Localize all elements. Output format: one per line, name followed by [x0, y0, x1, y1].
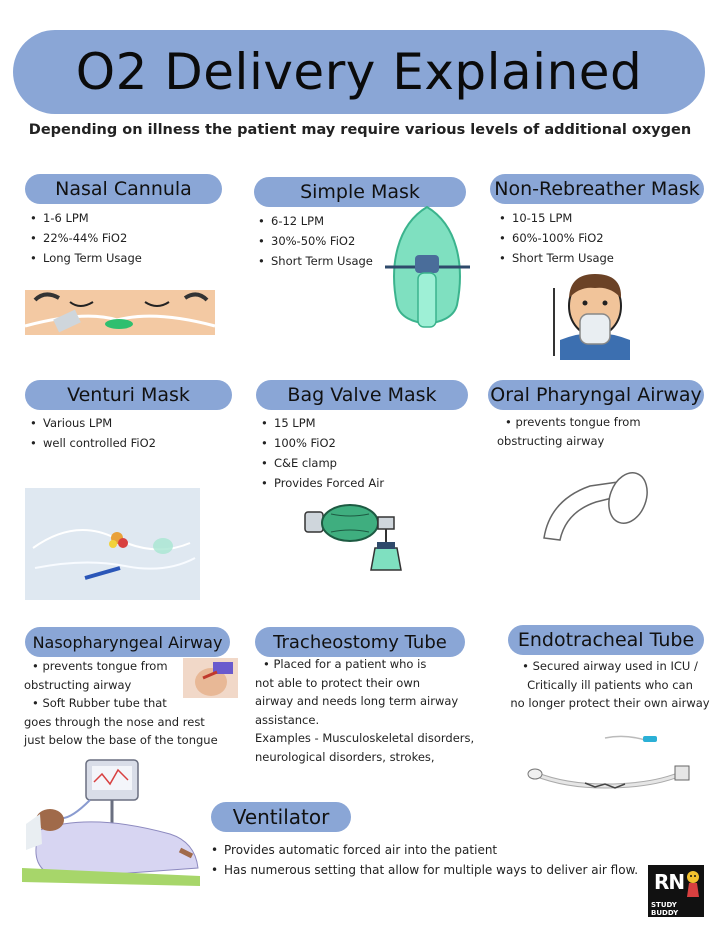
trach-line3: airway and needs long term airway: [255, 694, 459, 708]
bag-valve-mask-label: Bag Valve Mask: [256, 380, 468, 410]
trach-line6: neurological disorders, strokes,: [255, 749, 435, 764]
nasal-cannula-illustration: [25, 290, 215, 335]
oral-airway-illustration: [540, 470, 650, 542]
list-item: • Long Term Usage: [27, 248, 142, 268]
trach-line5: Examples - Musculoskeletal disorders,: [255, 731, 475, 745]
list-item: • C&E clamp: [258, 453, 384, 473]
endo-line1: • Secured airway used in ICU /: [522, 659, 698, 673]
trach-line1: • Placed for a patient who is: [263, 657, 426, 671]
non-rebreather-illustration: [550, 268, 640, 360]
nasopharyngeal-label: Nasopharyngeal Airway: [25, 627, 230, 657]
list-item: • 1-6 LPM: [27, 208, 142, 228]
rn-study-buddy-logo: [648, 865, 704, 917]
list-item: • 15 LPM: [258, 413, 384, 433]
tracheostomy-label: Tracheostomy Tube: [255, 627, 465, 657]
list-item: • Short Term Usage: [496, 248, 614, 268]
naso-line3: • Soft Rubber tube that: [32, 696, 167, 710]
list-item: • 6-12 LPM: [255, 211, 373, 231]
oral-airway-text: [497, 413, 641, 450]
naso-line4: goes through the nose and rest: [24, 714, 205, 729]
title-banner: [13, 30, 705, 114]
endotracheal-illustration: [525, 728, 695, 808]
list-item: • 100% FiO2: [258, 433, 384, 453]
simple-mask-label: Simple Mask: [254, 177, 466, 207]
list-item: • 30%-50% FiO2: [255, 231, 373, 251]
non-rebreather-list: [496, 208, 614, 268]
tracheostomy-text: [255, 655, 474, 766]
naso-line2: obstructing airway: [24, 677, 132, 692]
list-item: • Has numerous setting that allow for multiple ways to deliver air flow.: [208, 860, 638, 880]
ventilator-illustration: [20, 760, 205, 900]
list-item: • 22%-44% FiO2: [27, 228, 142, 248]
oral-airway-line1: • prevents tongue from: [505, 415, 641, 429]
simple-mask-illustration: [385, 205, 470, 335]
venturi-mask-label: Venturi Mask: [25, 380, 232, 410]
endo-line2: Critically ill patients who can: [527, 677, 693, 692]
naso-line1: • prevents tongue from: [32, 659, 168, 673]
oral-airway-line2: obstructing airway: [497, 433, 605, 448]
endo-line3: no longer protect their own airway: [510, 696, 710, 710]
list-item: • Provides Forced Air: [258, 473, 384, 493]
list-item: • well controlled FiO2: [27, 433, 156, 453]
list-item: • 10-15 LPM: [496, 208, 614, 228]
endotracheal-text: [505, 657, 715, 713]
list-item: • 60%-100% FiO2: [496, 228, 614, 248]
nasopharyngeal-photo: [183, 658, 238, 698]
mascot-icon: [684, 869, 702, 899]
page-title: O2 Delivery Explained: [75, 43, 643, 101]
trach-line4: assistance.: [255, 712, 320, 727]
bag-valve-illustration: [305, 504, 410, 572]
list-item: • Provides automatic forced air into the patient: [208, 840, 638, 860]
trach-line2: not able to protect their own: [255, 675, 421, 690]
non-rebreather-label: Non-Rebreather Mask: [490, 174, 704, 204]
venturi-list: [27, 413, 156, 453]
logo-study-buddy-text: STUDY BUDDY: [651, 901, 679, 917]
subtitle: Depending on illness the patient may require various levels of additional oxygen: [28, 122, 692, 138]
nasal-cannula-list: [27, 208, 142, 268]
ventilator-label: Ventilator: [211, 802, 351, 832]
nasal-cannula-label: Nasal Cannula: [25, 174, 222, 204]
naso-line5: just below the base of the tongue: [24, 733, 218, 747]
oral-airway-label: Oral Pharyngal Airway: [488, 380, 704, 410]
simple-mask-list: [255, 211, 373, 271]
list-item: • Short Term Usage: [255, 251, 373, 271]
endotracheal-label: Endotracheal Tube: [508, 625, 704, 655]
ventilator-list: [208, 840, 638, 880]
logo-rn-text: RN: [654, 870, 685, 894]
venturi-mask-photo: [25, 488, 200, 600]
list-item: • Various LPM: [27, 413, 156, 433]
bag-valve-list: [258, 413, 384, 493]
